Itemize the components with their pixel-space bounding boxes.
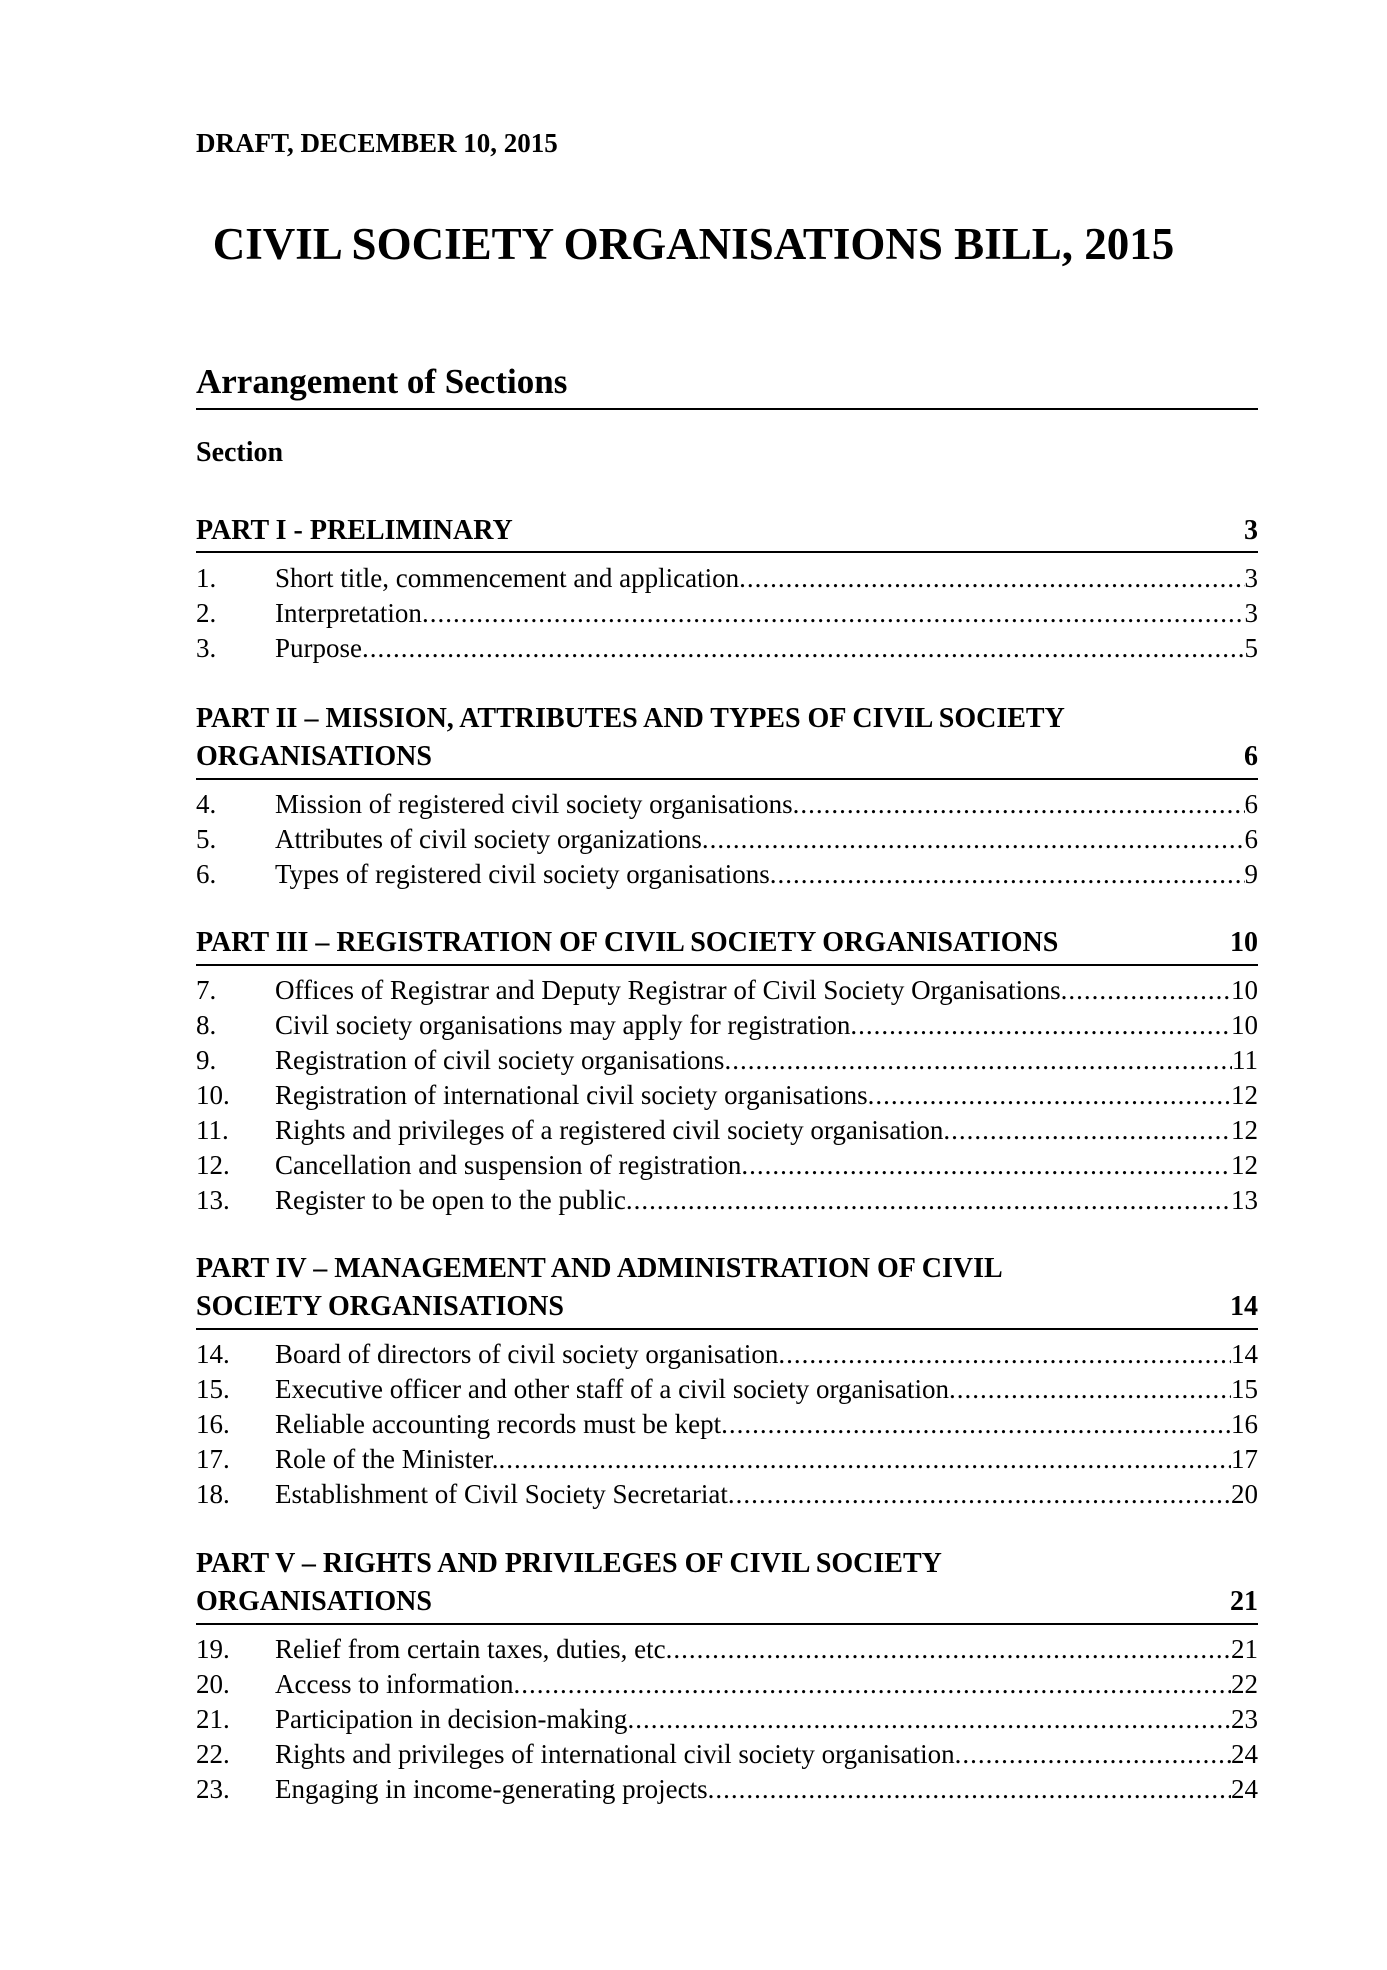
dot-leader	[362, 631, 1245, 666]
part-heading	[196, 700, 1258, 776]
section-number: 4.	[196, 789, 217, 819]
part-heading	[196, 512, 1258, 550]
part-heading-text: PART I - PRELIMINARY	[196, 515, 513, 546]
section-title: Access to information	[275, 1669, 514, 1699]
dot-leader	[498, 1442, 1231, 1477]
section-number: 10.	[196, 1080, 230, 1110]
section-page-number: 12	[1231, 1150, 1258, 1180]
dot-leader	[626, 1183, 1231, 1218]
section-title: Cancellation and suspension of registration	[275, 1150, 742, 1180]
part-rule	[196, 964, 1258, 966]
section-number: 22.	[196, 1739, 230, 1769]
toc-entry[interactable]	[196, 1667, 1258, 1702]
part-heading	[196, 1545, 1258, 1621]
part-rule	[196, 1623, 1258, 1625]
dot-leader	[724, 1043, 1232, 1078]
section-page-number: 6	[1244, 824, 1258, 854]
section-page-number: 22	[1231, 1669, 1258, 1699]
dot-leader	[739, 561, 1244, 596]
part-page-number: 3	[1244, 515, 1258, 546]
section-number: 17.	[196, 1444, 230, 1474]
toc-entry[interactable]	[196, 631, 1258, 666]
toc-entry[interactable]	[196, 1148, 1258, 1183]
section-page-number: 12	[1231, 1080, 1258, 1110]
section-number: 7.	[196, 975, 217, 1005]
toc-entry[interactable]	[196, 787, 1258, 822]
toc-entry[interactable]	[196, 1078, 1258, 1113]
section-page-number: 9	[1244, 859, 1258, 889]
section-title: Purpose	[275, 633, 362, 663]
bill-title: CIVIL SOCIETY ORGANISATIONS BILL, 2015	[212, 219, 1175, 269]
toc-entry[interactable]	[196, 1008, 1258, 1043]
toc-entry[interactable]	[196, 1183, 1258, 1218]
toc-entry[interactable]	[196, 596, 1258, 631]
toc-entry[interactable]	[196, 973, 1258, 1008]
dot-leader	[955, 1737, 1231, 1772]
section-page-number: 10	[1231, 975, 1258, 1005]
section-page-number: 15	[1231, 1374, 1258, 1404]
toc-entry[interactable]	[196, 1477, 1258, 1512]
toc-entry[interactable]	[196, 1702, 1258, 1737]
part-heading	[196, 924, 1258, 962]
toc-entry[interactable]	[196, 1113, 1258, 1148]
section-page-number: 10	[1231, 1010, 1258, 1040]
section-page-number: 3	[1244, 563, 1258, 593]
toc-entry[interactable]	[196, 1407, 1258, 1442]
section-number: 12.	[196, 1150, 230, 1180]
section-title: Registration of international civil society organisations	[275, 1080, 868, 1110]
part-rule	[196, 778, 1258, 780]
section-title: Participation in decision-making	[275, 1704, 628, 1734]
section-number: 3.	[196, 633, 217, 663]
section-page-number: 23	[1231, 1704, 1258, 1734]
section-number: 16.	[196, 1409, 230, 1439]
dot-leader	[778, 1337, 1231, 1372]
dot-leader	[702, 822, 1245, 857]
part-page-number: 10	[1230, 927, 1258, 958]
section-title: Types of registered civil society organisations	[275, 859, 770, 889]
part-heading-text: SOCIETY ORGANISATIONS	[196, 1291, 564, 1322]
section-number: 11.	[196, 1115, 229, 1145]
section-page-number: 12	[1231, 1115, 1258, 1145]
part-heading-text: ORGANISATIONS	[196, 1586, 432, 1617]
part-heading	[196, 1250, 1258, 1326]
section-title: Attributes of civil society organizations	[275, 824, 702, 854]
toc-entry[interactable]	[196, 1632, 1258, 1667]
toc-entry[interactable]	[196, 1772, 1258, 1807]
section-title: Short title, commencement and application	[275, 563, 740, 593]
section-page-number: 5	[1244, 633, 1258, 663]
section-number: 13.	[196, 1185, 230, 1215]
section-number: 8.	[196, 1010, 217, 1040]
section-title: Rights and privileges of a registered civil society organisation	[275, 1115, 944, 1145]
section-number: 6.	[196, 859, 217, 889]
part-heading-text: PART III – REGISTRATION OF CIVIL SOCIETY ORGANISATIONS	[196, 927, 1059, 958]
section-title: Engaging in income-generating projects	[275, 1774, 708, 1804]
section-page-number: 21	[1231, 1634, 1258, 1664]
section-number: 19.	[196, 1634, 230, 1664]
section-title: Register to be open to the public	[275, 1185, 626, 1215]
section-number: 14.	[196, 1339, 230, 1369]
section-title: Rights and privileges of international civil society organisation	[275, 1739, 955, 1769]
dot-leader	[721, 1407, 1231, 1442]
section-page-number: 24	[1231, 1739, 1258, 1769]
section-page-number: 20	[1231, 1479, 1258, 1509]
dot-leader	[770, 857, 1245, 892]
section-page-number: 14	[1231, 1339, 1258, 1369]
section-number: 20.	[196, 1669, 230, 1699]
section-number: 9.	[196, 1045, 217, 1075]
dot-leader	[728, 1477, 1231, 1512]
section-title: Relief from certain taxes, duties, etc	[275, 1634, 666, 1664]
section-title: Mission of registered civil society organisations	[275, 789, 793, 819]
dot-leader	[949, 1372, 1231, 1407]
dot-leader	[708, 1772, 1231, 1807]
dot-leader	[793, 787, 1245, 822]
part-heading-text: PART IV – MANAGEMENT AND ADMINISTRATION OF CIVIL	[196, 1253, 1003, 1284]
part-page-number: 21	[1230, 1586, 1258, 1617]
toc-entry[interactable]	[196, 822, 1258, 857]
toc-heading: Arrangement of Sections	[196, 362, 568, 401]
section-title: Role of the Minister.	[275, 1444, 499, 1474]
toc-entry[interactable]	[196, 1372, 1258, 1407]
section-title: Offices of Registrar and Deputy Registrar of Civil Society Organisations	[275, 975, 1061, 1005]
toc-entry[interactable]	[196, 1337, 1258, 1372]
dot-leader	[422, 596, 1245, 631]
dot-leader	[943, 1113, 1231, 1148]
section-title: Establishment of Civil Society Secretariat	[275, 1479, 728, 1509]
draft-date-line: DRAFT, DECEMBER 10, 2015	[196, 128, 558, 158]
toc-entry[interactable]	[196, 1737, 1258, 1772]
dot-leader	[666, 1632, 1231, 1667]
dot-leader	[513, 1667, 1231, 1702]
toc-entry[interactable]	[196, 857, 1258, 892]
part-heading-text: ORGANISATIONS	[196, 741, 432, 772]
section-number: 2.	[196, 598, 217, 628]
section-page-number: 3	[1244, 598, 1258, 628]
part-heading-text: PART II – MISSION, ATTRIBUTES AND TYPES OF CIVIL SOCIETY	[196, 703, 1065, 734]
dot-leader	[741, 1148, 1231, 1183]
toc-heading-rule	[196, 408, 1258, 410]
dot-leader	[1061, 973, 1231, 1008]
section-number: 1.	[196, 563, 217, 593]
section-number: 18.	[196, 1479, 230, 1509]
section-title: Reliable accounting records must be kept	[275, 1409, 722, 1439]
section-number: 15.	[196, 1374, 230, 1404]
section-title: Executive officer and other staff of a civil society organisation	[275, 1374, 950, 1404]
section-number: 5.	[196, 824, 217, 854]
section-title: Interpretation	[275, 598, 422, 628]
section-title: Board of directors of civil society organisation	[275, 1339, 779, 1369]
part-heading-text: PART V – RIGHTS AND PRIVILEGES OF CIVIL SOCIETY	[196, 1548, 942, 1579]
dot-leader	[850, 1008, 1231, 1043]
section-page-number: 11	[1232, 1045, 1258, 1075]
toc-entry[interactable]	[196, 561, 1258, 596]
section-number: 21.	[196, 1704, 230, 1734]
section-page-number: 13	[1231, 1185, 1258, 1215]
section-number: 23.	[196, 1774, 230, 1804]
dot-leader	[868, 1078, 1231, 1113]
part-rule	[196, 551, 1258, 553]
part-page-number: 14	[1230, 1291, 1258, 1322]
section-title: Registration of civil society organisations	[275, 1045, 725, 1075]
part-rule	[196, 1328, 1258, 1330]
section-column-label: Section	[196, 437, 284, 468]
section-page-number: 17	[1231, 1444, 1258, 1474]
dot-leader	[627, 1702, 1231, 1737]
section-page-number: 16	[1231, 1409, 1258, 1439]
part-page-number: 6	[1244, 741, 1258, 772]
section-page-number: 6	[1244, 789, 1258, 819]
section-title: Civil society organisations may apply for registration	[275, 1010, 851, 1040]
section-page-number: 24	[1231, 1774, 1258, 1804]
toc-entry[interactable]	[196, 1442, 1258, 1477]
toc-entry[interactable]	[196, 1043, 1258, 1078]
